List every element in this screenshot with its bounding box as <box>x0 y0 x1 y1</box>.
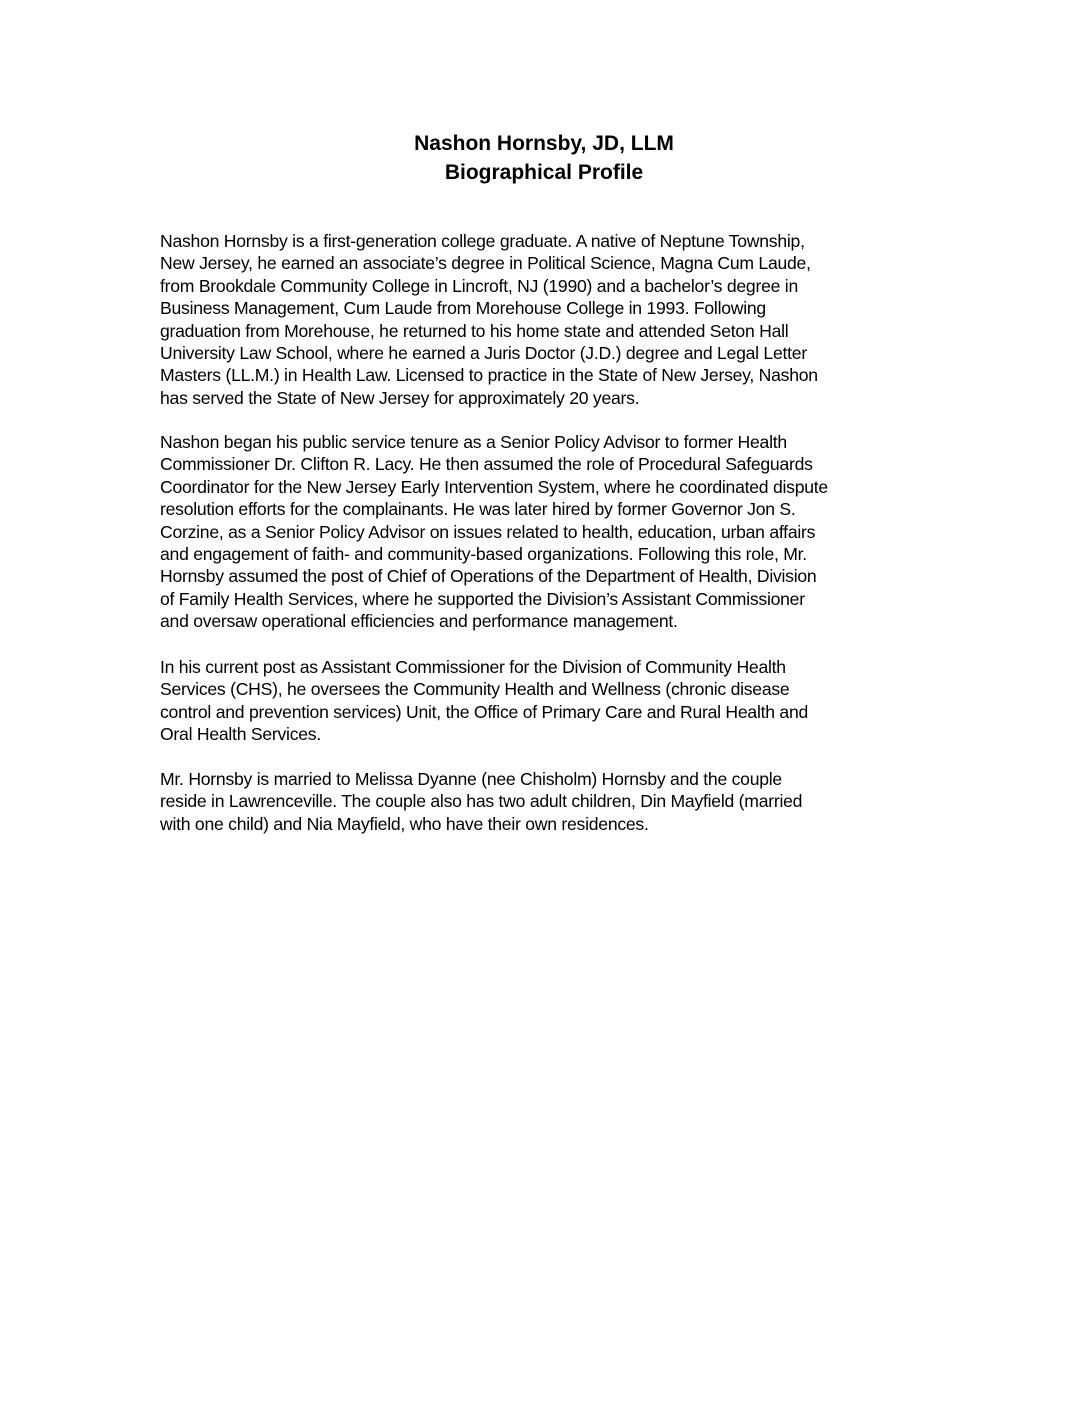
text-line: resolution efforts for the complainants. He was later hired by former Governor Jon S. <box>160 499 796 520</box>
text-line: from Brookdale Community College in Lincroft, NJ (1990) and a bachelor’s degree in <box>160 275 798 296</box>
text-line: Nashon began his public service tenure as a Senior Policy Advisor to former Health <box>160 432 787 452</box>
text-line: with one child) and Nia Mayfield, who have their own residences. <box>160 813 649 834</box>
text-line: Coordinator for the New Jersey Early Intervention System, where he coordinated dispute <box>160 476 828 497</box>
document-title <box>0 129 1088 187</box>
title-name: Nashon Hornsby, JD, LLM <box>414 132 674 155</box>
paragraph-current-post <box>160 656 950 746</box>
text-line: University Law School, where he earned a Juris Doctor (J.D.) degree and Legal Letter <box>160 343 807 364</box>
text-line: Corzine, as a Senior Policy Advisor on issues related to health, education, urban affairs <box>160 521 816 542</box>
text-line: reside in Lawrenceville. The couple also has two adult children, Din Mayfield (married <box>160 791 803 812</box>
paragraph-career <box>160 431 950 633</box>
text-line: and engagement of faith- and community-based organizations. Following this role, Mr. <box>160 544 807 565</box>
text-line: has served the State of New Jersey for approximately 20 years. <box>160 387 640 408</box>
text-line: and oversaw operational efficiencies and performance management. <box>160 611 678 632</box>
text-line: Mr. Hornsby is married to Melissa Dyanne (nee Chisholm) Hornsby and the couple <box>160 769 782 789</box>
text-line: Hornsby assumed the post of Chief of Operations of the Department of Health, Division <box>160 566 817 587</box>
text-line: Services (CHS), he oversees the Community Health and Wellness (chronic disease <box>160 679 790 700</box>
text-line: of Family Health Services, where he supported the Division’s Assistant Commissioner <box>160 588 805 609</box>
text-line: Business Management, Cum Laude from Morehouse College in 1993. Following <box>160 298 766 319</box>
text-line: Oral Health Services. <box>160 724 321 745</box>
text-line: graduation from Morehouse, he returned to his home state and attended Seton Hall <box>160 320 789 341</box>
text-line: control and prevention services) Unit, the Office of Primary Care and Rural Health and <box>160 701 809 722</box>
title-subtitle: Biographical Profile <box>444 161 644 184</box>
text-line: Masters (LL.M.) in Health Law. Licensed to practice in the State of New Jersey, Nashon <box>160 365 818 386</box>
paragraph-education <box>160 230 950 409</box>
paragraph-family <box>160 768 950 835</box>
text-line: Commissioner Dr. Clifton R. Lacy. He then assumed the role of Procedural Safeguards <box>160 454 813 475</box>
text-line: New Jersey, he earned an associate’s degree in Political Science, Magna Cum Laude, <box>160 253 811 274</box>
text-line: Nashon Hornsby is a first-generation college graduate. A native of Neptune Township, <box>160 231 805 251</box>
text-line: In his current post as Assistant Commissioner for the Division of Community Health <box>160 657 786 677</box>
